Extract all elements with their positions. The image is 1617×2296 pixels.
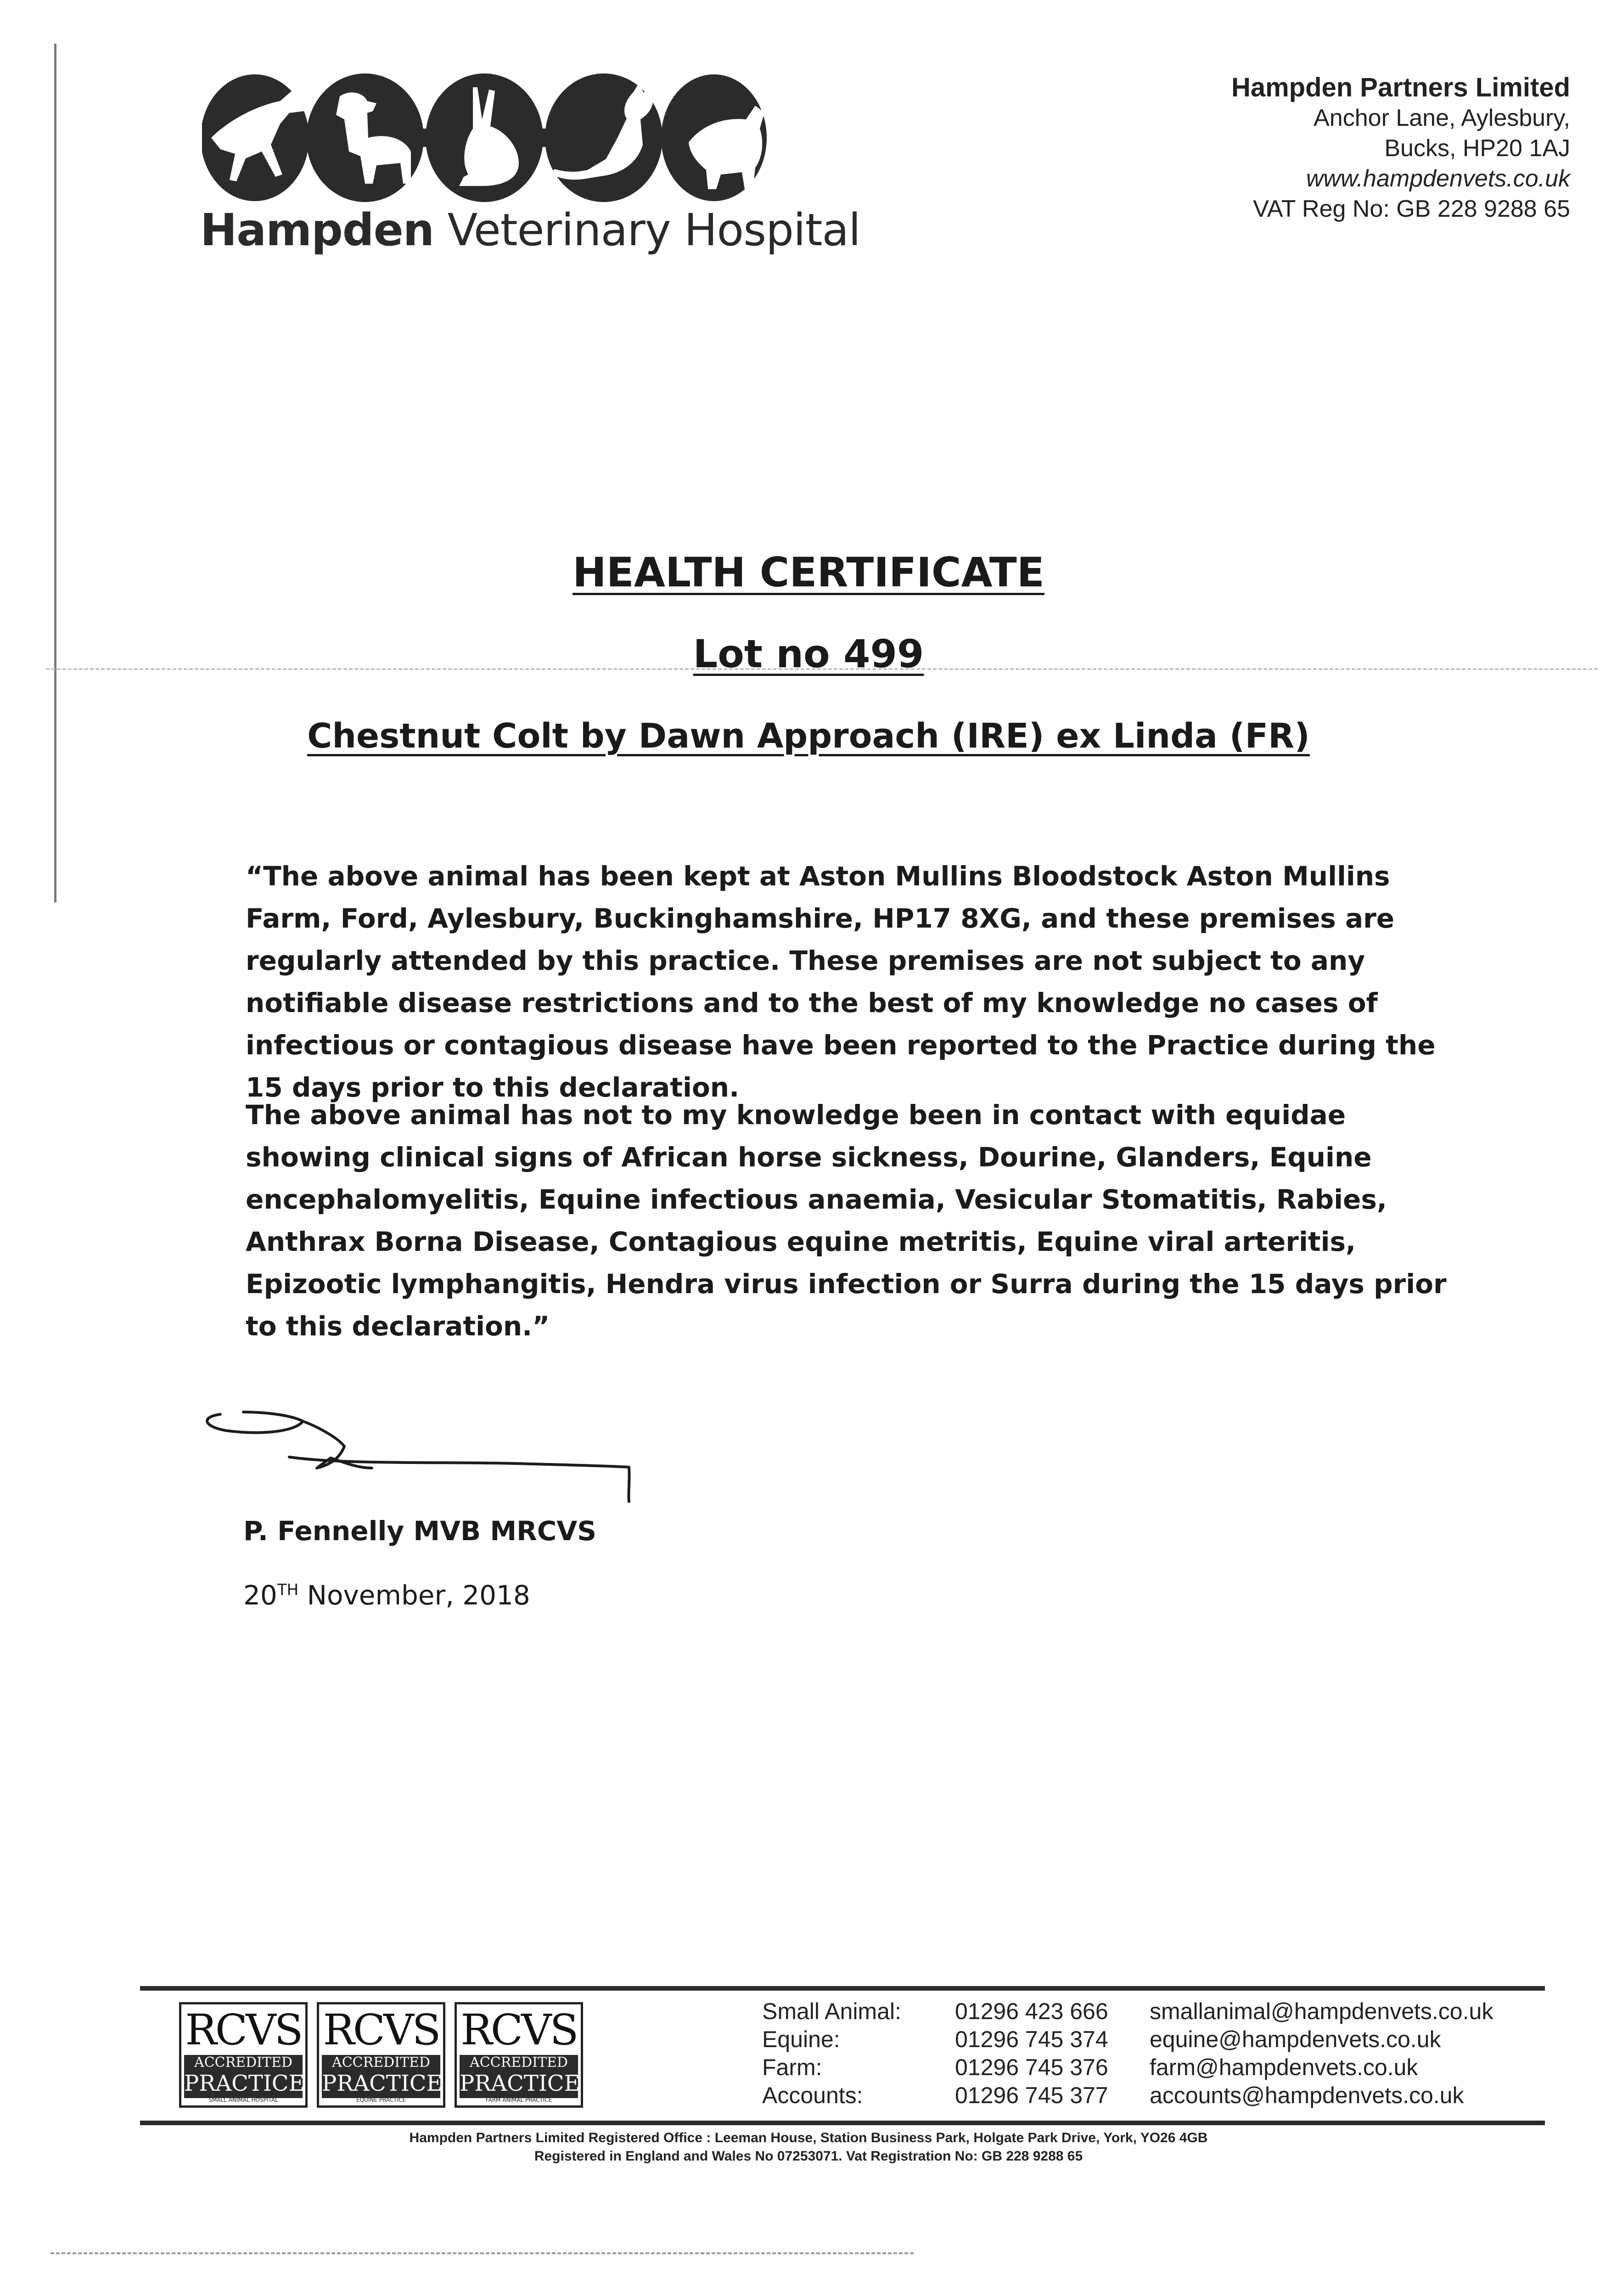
rcvs-badge-small-animal <box>179 2002 308 2108</box>
handwritten-signature <box>193 1389 657 1508</box>
date-suffix: TH <box>277 1581 299 1599</box>
declaration-paragraph-2: The above animal has not to my knowledge been in contact with equidae showing clinical signs of African horse sickness, Dourine, Glanders, Equine encephalomyelitis, Equine infectious anaemia, Vesicular Stomatitis, Rabies, Anthrax Borna Disease, Contagious equine metritis, Equine viral arteritis, Epizootic lymphangitis, Hendra virus infection or Surra during the 15 days prior to this declaration.” <box>246 1099 1447 1342</box>
badge-caption: EQUINE PRACTICE <box>356 2097 406 2103</box>
rcvs-badge-farm-animal <box>455 2002 583 2108</box>
website-link[interactable]: www.hampdenvets.co.uk <box>1306 165 1570 192</box>
badge-accredited: ACCREDITED <box>194 2054 292 2071</box>
address-town: Bucks, HP20 1AJ <box>1384 135 1570 162</box>
horse-description: Chestnut Colt by Dawn Approach (IRE) ex Linda (FR) <box>307 716 1310 756</box>
contact-label: Farm: <box>762 2054 822 2080</box>
contact-email[interactable]: equine@hampdenvets.co.uk <box>1150 2026 1441 2052</box>
date-day: 20 <box>243 1580 277 1611</box>
scan-edge-line <box>54 44 56 902</box>
badge-practice: PRACTICE <box>184 2071 305 2096</box>
company-name: Hampden Partners Limited <box>1231 73 1570 102</box>
certificate-date <box>243 1580 530 1611</box>
contact-label: Accounts: <box>762 2082 863 2108</box>
contact-row-small-animal <box>762 1998 1493 2026</box>
footer-rule-bottom <box>140 2121 1545 2125</box>
address-block <box>1231 73 1570 224</box>
badge-band <box>460 2055 578 2098</box>
contact-phone[interactable]: 01296 745 376 <box>955 2054 1108 2080</box>
contact-email[interactable]: smallanimal@hampdenvets.co.uk <box>1150 1998 1493 2024</box>
registration-line: Registered in England and Wales No 07253071. Vat Registration No: GB 228 9288 65 <box>534 2149 1083 2164</box>
rcvs-badge-equine <box>317 2002 445 2108</box>
badge-band <box>184 2055 303 2098</box>
rcvs-mark: RCVS <box>185 2005 302 2054</box>
badge-practice: PRACTICE <box>322 2071 443 2096</box>
scan-bottom-line <box>51 2252 914 2254</box>
logo-wordmark <box>200 204 860 256</box>
contact-row-farm <box>762 2054 1493 2082</box>
contact-email[interactable]: accounts@hampdenvets.co.uk <box>1150 2082 1464 2108</box>
lot-number: Lot no 499 <box>693 631 924 676</box>
badge-accredited: ACCREDITED <box>470 2054 568 2071</box>
badge-caption: FARM ANIMAL PRACTICE <box>485 2097 552 2103</box>
logo-brand-bold: Hampden <box>200 204 434 256</box>
rcvs-mark: RCVS <box>323 2005 439 2054</box>
badge-band <box>322 2054 443 2098</box>
registered-office-line: Hampden Partners Limited Registered Office : Leeman House, Station Business Park, Holgate Park Drive, York, YO26 4GB <box>409 2130 1208 2145</box>
animal-silhouettes-logo <box>202 69 767 207</box>
contact-phone[interactable]: 01296 423 666 <box>955 1998 1108 2024</box>
registered-office <box>0 2129 1617 2166</box>
badge-practice: PRACTICE <box>460 2071 580 2096</box>
signatory-name: P. Fennelly MVB MRCVS <box>243 1515 596 1547</box>
certificate-title: HEALTH CERTIFICATE <box>573 549 1044 596</box>
contact-row-accounts <box>762 2082 1493 2110</box>
vat-number: VAT Reg No: GB 228 9288 65 <box>1253 196 1570 222</box>
footer-rule-top <box>140 1986 1545 1991</box>
contact-label: Equine: <box>762 2026 840 2052</box>
contact-label: Small Animal: <box>762 1998 901 2024</box>
badge-caption: SMALL ANIMAL HOSPITAL <box>208 2097 278 2103</box>
badge-accredited: ACCREDITED <box>332 2054 430 2071</box>
rcvs-mark: RCVS <box>460 2005 577 2054</box>
address-street: Anchor Lane, Aylesbury, <box>1314 105 1570 131</box>
logo-brand-rest: Veterinary Hospital <box>447 204 860 256</box>
contact-table <box>762 1998 1493 2110</box>
declaration-paragraph-1: “The above animal has been kept at Aston Mullins Bloodstock Aston Mullins Farm, Ford, Aylesbury, Buckinghamshire, HP17 8XG, and these premises are regularly attended by this practice. These premises are not subject to any notifiable disease restrictions and to the best of my knowledge no cases of infectious or contagious disease have been reported to the Practice during the 15 days prior to this declaration. <box>246 861 1436 1103</box>
contact-email[interactable]: farm@hampdenvets.co.uk <box>1150 2054 1418 2080</box>
contact-phone[interactable]: 01296 745 377 <box>955 2082 1108 2108</box>
contact-row-equine <box>762 2026 1493 2054</box>
date-rest: November, 2018 <box>298 1580 530 1611</box>
contact-phone[interactable]: 01296 745 374 <box>955 2026 1108 2052</box>
